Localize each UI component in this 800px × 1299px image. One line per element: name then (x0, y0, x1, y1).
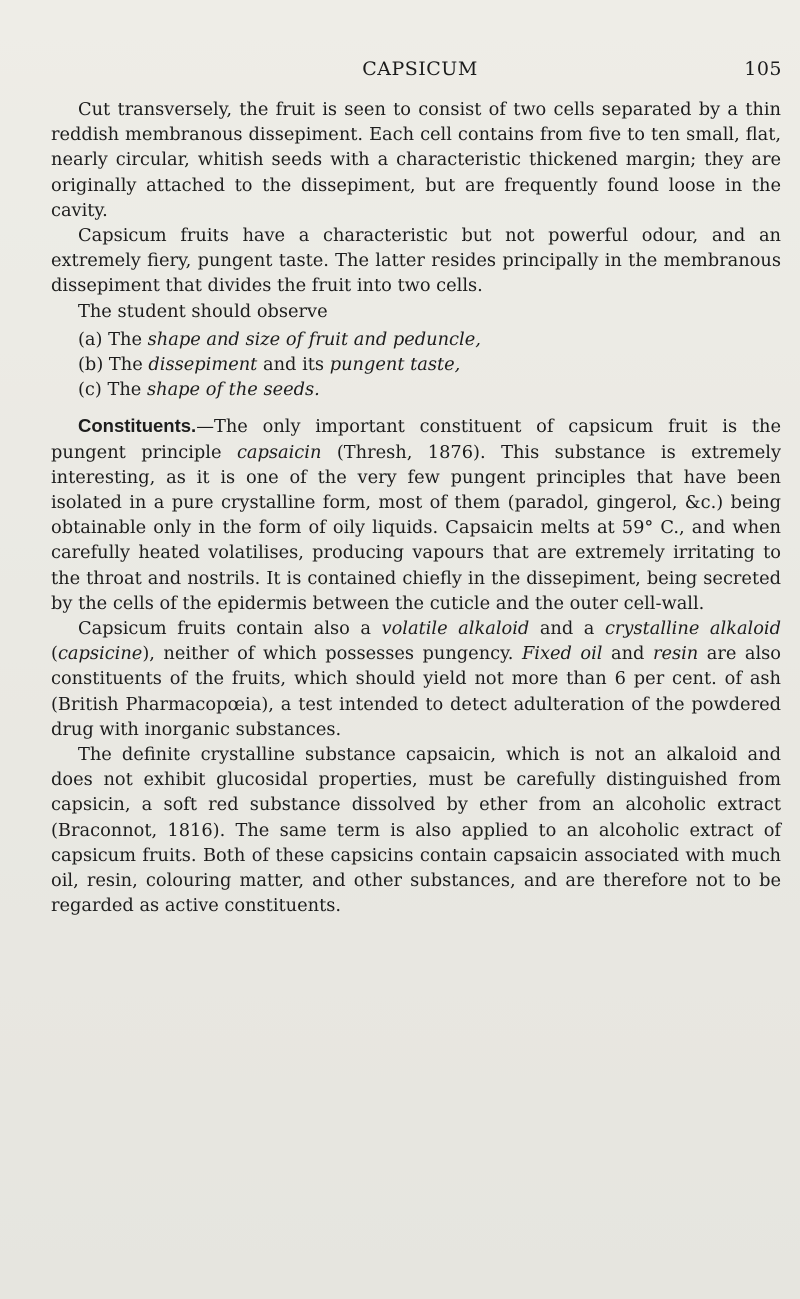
term-fixed-oil: Fixed oil (521, 643, 603, 665)
paragraph-capsicin: The definite crystalline substance capsaicin, which is not an alkaloid and does not exhibit glucosidal properties, must be carefully distinguished from capsicin, a soft red substance dissolved by ether from an alcoholic extract (Braconnot, 1816). The same term is also applied to an alcoholic extract of capsicum fruits. Both of these capsicins contain capsaicin associated with much oil, resin, colouring matter, and other substances, and are therefore not to be regarded as active constituents. (51, 744, 781, 917)
list-item (51, 377, 781, 402)
list-item (51, 352, 781, 377)
list-marker: (c) (78, 379, 102, 401)
list-item (51, 327, 781, 352)
term-capsicine: capsicine (57, 643, 143, 665)
term-resin: resin (652, 643, 699, 665)
term-crystalline-alkaloid: crystalline alkaloid (604, 618, 782, 640)
term-capsaicin: capsaicin (236, 441, 322, 463)
page-number: 105 (744, 58, 782, 80)
list-emphasis-2: pungent taste, (329, 354, 461, 376)
running-head (58, 58, 782, 88)
paragraph-alkaloids: Capsicum fruits contain also a volatile alkaloid and a crystalline alkaloid (capsicine), neither of which possesses pungency. Fixed oil and resin are also constituents of the fruits, which should yield not more than 6 per cent. of ash (British Pharmacopœia), a test intended to detect adulteration of the powdered drug with inorganic substances. (51, 618, 782, 740)
list-text: The (108, 328, 148, 350)
paragraph-student-observe: The student should observe (78, 300, 328, 322)
paragraph-constituents: Constituents.—The only important constituent of capsicum fruit is the pungent principle capsaicin (Thresh, 1876). This substance is extremely interesting, as it is one of the very few pungent principles that have been isolated in a pure crystalline form, most of them (paradol, gingerol, &c.) being obtainable only in the form of oily liquids. Capsaicin melts at 59° C., and when carefully heated volatilises, producing vapours that are extremely irritating to the throat and nostrils. It is contained chiefly in the dissepiment, being secreted by the cells of the epidermis between the cuticle and the outer cell-wall. (51, 415, 781, 614)
list-text: The (108, 354, 149, 376)
list-emphasis: shape of the seeds. (147, 379, 320, 401)
list-text: The (107, 379, 147, 401)
section-heading: Constituents. (78, 415, 197, 437)
observe-list (51, 327, 781, 403)
body-text (51, 97, 781, 919)
list-marker: (b) (78, 354, 104, 376)
list-emphasis: shape and size of fruit and peduncle, (147, 328, 481, 350)
term-volatile-alkaloid: volatile alkaloid (381, 618, 530, 640)
paragraph-fruit-structure: Cut transversely, the fruit is seen to consist of two cells separated by a thin reddish membranous dissepiment. Each cell contains from five to ten small, flat, nearly circular, whitish seeds with a characteristic thickened margin; they are originally attached to the dissepiment, but are frequently found loose in the cavity. (51, 99, 781, 221)
paragraph-odour-taste: Capsicum fruits have a characteristic but not powerful odour, and an extremely fiery, pungent taste. The latter resides principally in the membranous dissepiment that divides the fruit into two cells. (51, 225, 781, 297)
list-marker: (a) (78, 328, 103, 350)
list-emphasis: dissepiment (148, 354, 258, 376)
list-text-mid: and its (257, 354, 330, 376)
running-title: CAPSICUM (362, 58, 478, 80)
